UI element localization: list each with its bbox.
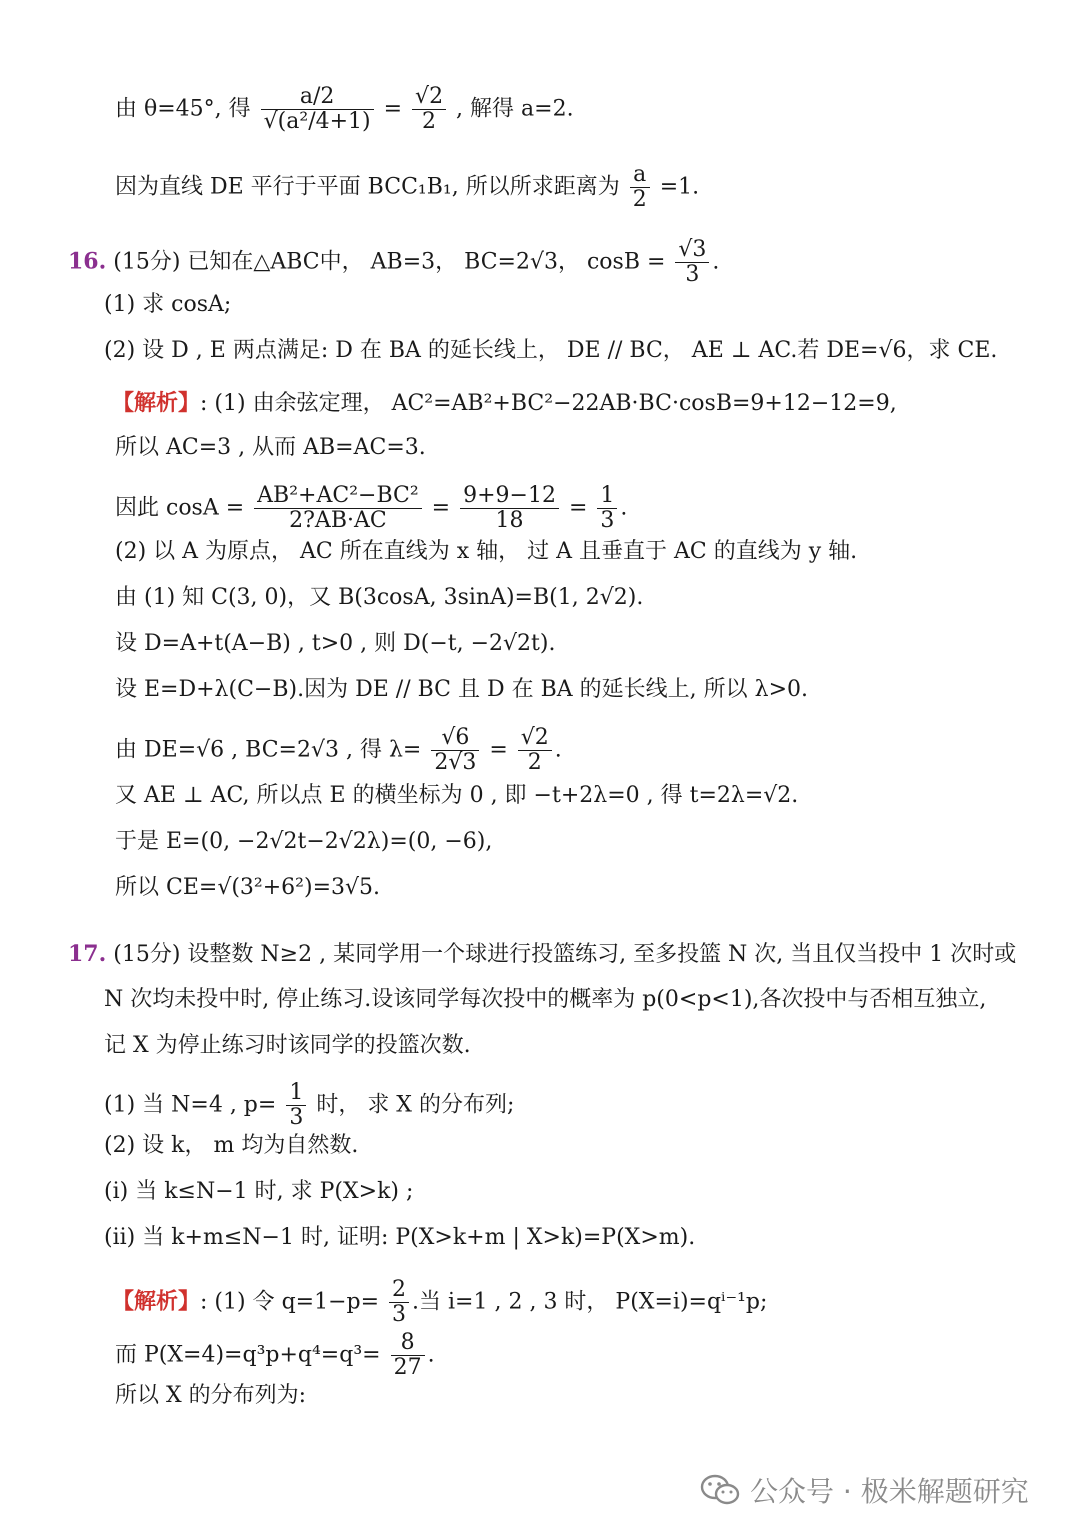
text-segment: (2) 设 k， m 均为自然数.	[104, 1133, 359, 1158]
text-segment: (1) 求 cosA;	[104, 292, 232, 317]
text-line-l05	[104, 336, 997, 366]
fraction	[518, 726, 552, 775]
fraction-numerator: 8	[391, 1331, 425, 1356]
text-segment: 所以 X 的分布列为:	[115, 1383, 307, 1408]
fraction-denominator: 3	[289, 1105, 304, 1130]
text-line-l10	[115, 583, 643, 613]
text-segment: N 次均未投中时, 停止练习.设该同学每次投中的概率为 p(0<p<1),各次投中与否相互独立,	[104, 987, 987, 1012]
fraction-numerator: √6	[431, 726, 479, 751]
text-segment: =	[424, 495, 458, 521]
fraction-denominator: 2	[422, 109, 437, 134]
text-line-l14	[115, 781, 798, 811]
fraction-numerator: a/2	[261, 85, 374, 110]
text-segment: =1.	[652, 174, 700, 200]
fraction-denominator: √(a²/4+1)	[263, 109, 371, 134]
fraction-numerator: 9+9−12	[460, 484, 559, 509]
text-line-l17	[68, 939, 1016, 970]
text-segment: .	[554, 737, 562, 763]
text-segment: 记 X 为停止练习时该同学的投篮次数.	[104, 1033, 471, 1058]
fraction-denominator: 2?AB·AC	[289, 508, 387, 533]
solution-tag: 【解析】	[112, 1288, 201, 1315]
fraction-numerator: √2	[412, 85, 446, 110]
text-line-l07	[115, 433, 426, 463]
text-segment: (2) 以 A 为原点， AC 所在直线为 x 轴， 过 A 且垂直于 AC 的直线为 y 轴.	[115, 539, 858, 564]
fraction-denominator: 3	[685, 262, 700, 287]
fraction	[261, 85, 374, 134]
text-line-l04	[104, 290, 231, 320]
text-segment: .	[712, 249, 720, 275]
text-segment: .当 i=1 , 2 , 3 时， P(X=i)=qⁱ⁻¹p;	[412, 1289, 768, 1315]
text-line-l13	[115, 726, 562, 775]
text-segment: 设 E=D+λ(C−B).因为 DE // BC 且 D 在 BA 的延长线上, 所以 λ>0.	[115, 677, 809, 702]
text-segment: (i) 当 k≤N−1 时, 求 P(X>k) ;	[104, 1179, 414, 1204]
fraction-denominator: 3	[392, 1302, 407, 1327]
text-line-l16	[115, 873, 380, 903]
question-number: 16.	[68, 248, 107, 275]
text-segment: : (1) 由余弦定理， AC²=AB²+BC²−22AB·BC·cosB=9+12−12=9,	[200, 391, 897, 416]
text-segment: =	[561, 495, 595, 521]
fraction	[431, 726, 479, 775]
text-line-l06	[112, 388, 897, 419]
fraction-numerator: √3	[675, 238, 709, 263]
text-line-l23	[104, 1223, 695, 1253]
fraction-denominator: 3	[600, 508, 615, 533]
text-segment: 设 D=A+t(A−B) , t>0 , 则 D(−t, −2√2t).	[115, 631, 556, 656]
text-segment: 所以 AC=3 , 从而 AB=AC=3.	[115, 435, 426, 460]
text-segment: 又 AE ⊥ AC, 所以点 E 的横坐标为 0 , 即 −t+2λ=0 , 得 t=2λ=√2.	[115, 783, 799, 808]
solution-tag: 【解析】	[112, 390, 201, 416]
question-number: 17.	[68, 941, 107, 967]
text-line-l08	[115, 484, 627, 533]
text-line-l01	[115, 85, 574, 134]
text-segment: , 解得 a=2.	[449, 96, 574, 122]
fraction	[630, 163, 650, 212]
text-line-l19	[104, 1031, 471, 1061]
text-segment: 由 θ=45°, 得	[115, 96, 258, 122]
fraction	[675, 238, 709, 287]
text-line-l24	[112, 1278, 767, 1327]
text-segment: 由 DE=√6 , BC=2√3 , 得 λ=	[115, 737, 429, 763]
text-line-l03	[68, 238, 719, 287]
fraction	[412, 85, 446, 134]
fraction	[391, 1331, 425, 1380]
fraction-denominator: 18	[495, 508, 524, 533]
fraction-numerator: a	[630, 163, 650, 188]
fraction-denominator: 2√3	[434, 750, 477, 775]
text-segment: 因为直线 DE 平行于平面 BCC₁B₁, 所以所求距离为	[115, 174, 627, 200]
text-segment: .	[427, 1342, 435, 1368]
fraction-numerator: AB²+AC²−BC²	[254, 484, 422, 509]
fraction	[597, 484, 617, 533]
text-line-l12	[115, 675, 808, 705]
text-segment: : (1) 令 q=1−p=	[200, 1289, 387, 1315]
fraction	[389, 1278, 409, 1327]
text-line-l20	[104, 1081, 514, 1130]
fraction-numerator: √2	[518, 726, 552, 751]
text-line-l22	[104, 1177, 413, 1207]
text-segment: =	[376, 96, 410, 122]
fraction-numerator: 2	[389, 1278, 409, 1303]
text-segment: =	[482, 737, 515, 763]
text-line-l11	[115, 629, 555, 659]
text-segment: 由 (1) 知 C(3, 0)，又 B(3cosA, 3sinA)=B(1, 2√2).	[115, 585, 644, 610]
text-segment: (ii) 当 k+m≤N−1 时, 证明: P(X>k+m | X>k)=P(X>m).	[104, 1225, 696, 1250]
fraction	[254, 484, 422, 533]
fraction-denominator: 27	[393, 1355, 422, 1380]
text-segment: 所以 CE=√(3²+6²)=3√5.	[115, 875, 381, 900]
watermark	[700, 1470, 1029, 1510]
text-line-l15	[115, 827, 492, 857]
fraction-denominator: 2	[527, 750, 542, 775]
fraction-denominator: 2	[632, 187, 647, 212]
text-line-l26	[115, 1381, 306, 1411]
text-segment: 时， 求 X 的分布列;	[309, 1092, 515, 1118]
fraction	[460, 484, 559, 533]
text-line-l21	[104, 1131, 358, 1161]
watermark-text: 公众号 · 极米解题研究	[750, 1475, 1029, 1508]
fraction	[286, 1081, 306, 1130]
fraction-numerator: 1	[597, 484, 617, 509]
text-segment: 而 P(X=4)=q³p+q⁴=q³=	[115, 1342, 388, 1368]
text-segment: 因此 cosA =	[115, 495, 252, 521]
text-line-l18	[104, 985, 986, 1015]
text-line-l02	[115, 163, 699, 212]
text-line-l25	[115, 1331, 435, 1380]
text-segment: (15分) 已知在△ABC中， AB=3， BC=2√3， cosB =	[106, 249, 673, 275]
text-line-l09	[115, 537, 857, 567]
text-segment: (15分) 设整数 N≥2 , 某同学用一个球进行投篮练习, 至多投篮 N 次, 当且仅当投中 1 次时或	[106, 942, 1017, 967]
fraction-numerator: 1	[286, 1081, 306, 1106]
text-segment: 于是 E=(0, −2√2t−2√2λ)=(0, −6),	[115, 829, 493, 854]
wechat-icon	[700, 1473, 740, 1507]
text-segment: .	[620, 495, 628, 521]
text-segment: (1) 当 N=4 , p=	[104, 1092, 284, 1118]
text-segment: (2) 设 D , E 两点满足: D 在 BA 的延长线上， DE // BC， AE ⊥ AC.若 DE=√6，求 CE.	[104, 338, 998, 363]
